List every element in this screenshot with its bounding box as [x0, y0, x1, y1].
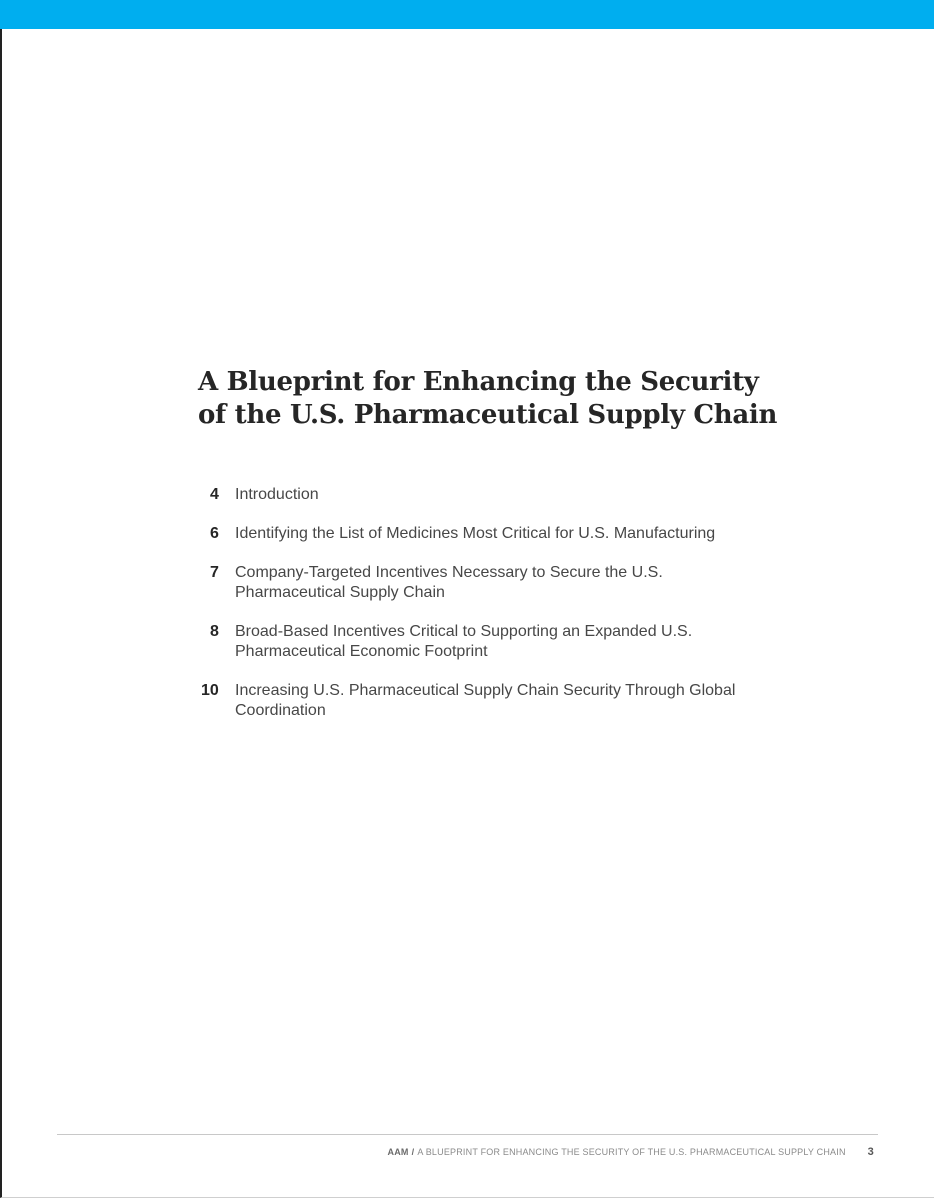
toc-item-global-coordination[interactable] [198, 681, 818, 721]
toc-item-critical-medicines[interactable] [198, 524, 818, 544]
footer-divider [57, 1134, 878, 1135]
header-band [0, 0, 934, 29]
toc-entry-line: Company-Targeted Incentives Necessary to Secure the U.S. [235, 564, 663, 581]
toc-entry-line: Coordination [235, 702, 326, 719]
toc-entry-text [235, 524, 755, 544]
title-line-2: of the U.S. Pharmaceutical Supply Chain [198, 400, 778, 430]
toc-entry-text [235, 563, 755, 603]
footer-page-number: 3 [867, 1146, 874, 1158]
toc-entry-line: Increasing U.S. Pharmaceutical Supply Chain Security Through Global [235, 682, 736, 699]
toc-item-introduction[interactable] [198, 485, 818, 505]
title-line-1: A Blueprint for Enhancing the Security [198, 367, 759, 397]
page-footer [388, 1146, 875, 1158]
toc-entry-text [235, 622, 755, 662]
toc-item-company-incentives[interactable] [198, 563, 818, 603]
toc-entry-text [235, 681, 755, 721]
toc-entry-line: Broad-Based Incentives Critical to Supporting an Expanded U.S. [235, 623, 693, 640]
toc-item-broad-incentives[interactable] [198, 622, 818, 662]
table-of-contents [198, 485, 818, 740]
footer-brand: AAM [387, 1147, 409, 1157]
toc-page-number: 4 [210, 486, 219, 503]
toc-page-number: 6 [210, 525, 219, 542]
toc-page-number: 7 [210, 564, 219, 581]
toc-entry-line: Identifying the List of Medicines Most Critical for U.S. Manufacturing [235, 525, 716, 542]
toc-page-number: 8 [210, 623, 219, 640]
document-title [198, 366, 838, 432]
toc-entry-line: Pharmaceutical Economic Footprint [235, 643, 488, 660]
toc-entry-line: Introduction [235, 486, 319, 503]
footer-separator: / [411, 1147, 415, 1157]
toc-entry-line: Pharmaceutical Supply Chain [235, 584, 445, 601]
footer-document-title: A BLUEPRINT FOR ENHANCING THE SECURITY OF THE U.S. PHARMACEUTICAL SUPPLY CHAIN [417, 1147, 846, 1157]
toc-page-number: 10 [201, 682, 219, 699]
toc-entry-text [235, 485, 755, 505]
